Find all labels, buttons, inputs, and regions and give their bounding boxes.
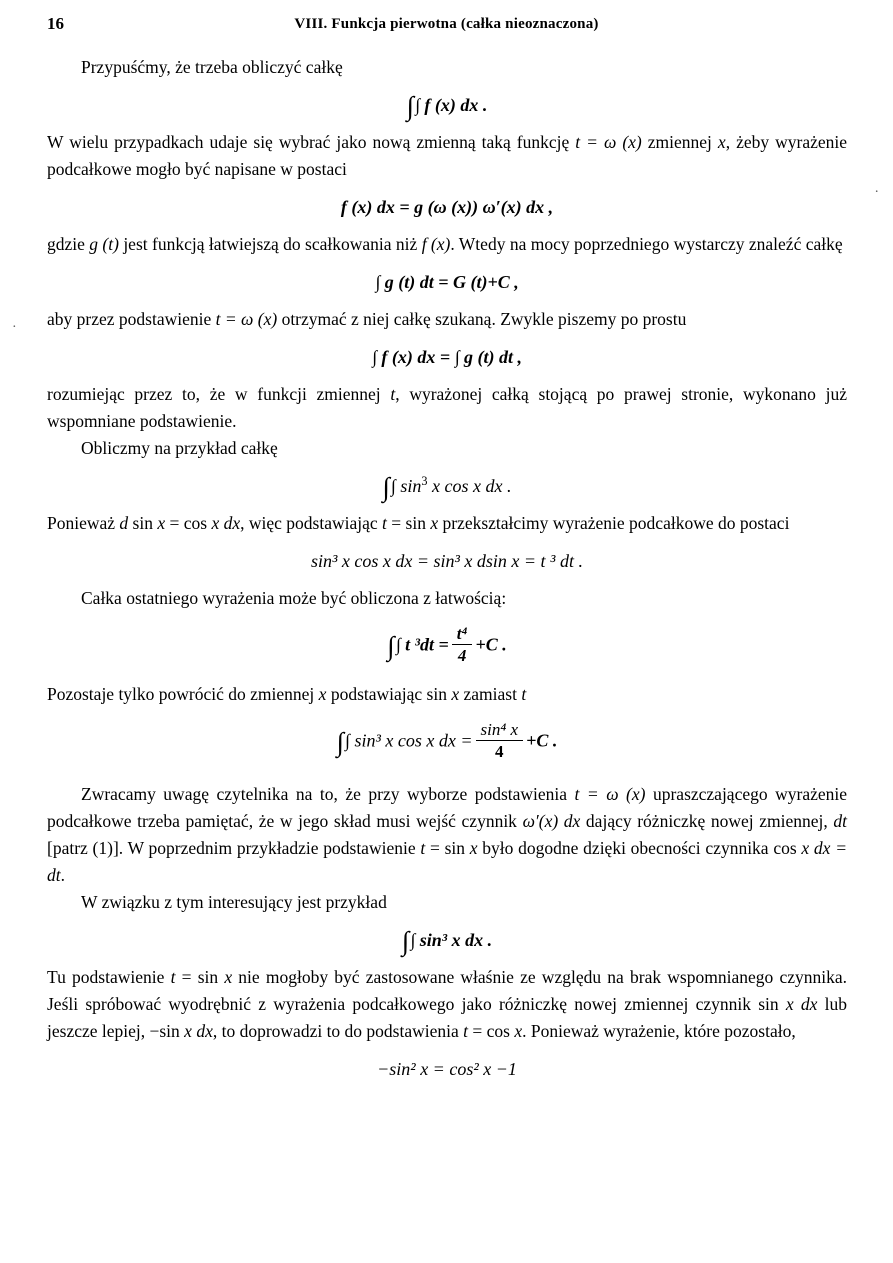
paragraph-3-e: . Wtedy na mocy poprzedniego wystarczy znaleźć całkę	[450, 234, 843, 254]
page-body	[47, 54, 847, 1093]
paragraph-3-b: g (t)	[89, 234, 119, 254]
paragraph-10-k: było dogodne dzięki obecności czynnika cos	[477, 838, 802, 858]
fraction	[452, 624, 473, 665]
equation-10	[47, 1054, 847, 1084]
paragraph-7-d: x	[157, 513, 166, 533]
equation-4	[47, 342, 847, 372]
fraction	[476, 720, 524, 761]
equation-6	[47, 546, 847, 576]
paragraph-2-a: W wielu przypadkach udaje się wybrać jako nową zmienną taką funkcję	[47, 132, 576, 152]
paragraph-9-a: Pozostaje tylko powrócić do zmiennej	[47, 684, 319, 704]
paragraph-6-text: Obliczmy na przykład całkę	[81, 438, 278, 458]
equation-7	[47, 626, 847, 667]
equation-3-text: ∫ g (t) dt = G (t)+C ,	[375, 272, 519, 292]
paragraph-12-j: t	[463, 1021, 469, 1041]
equation-5-post: x cos x dx .	[427, 476, 512, 496]
paragraph-4-a: aby przez podstawienie	[47, 309, 216, 329]
integral-sign-icon: ∫	[406, 91, 414, 121]
integral-sign-icon: ∫	[401, 926, 410, 956]
paragraph-7-j: x	[430, 513, 439, 533]
paragraph-4-c: otrzymać z niej całkę szukaną. Zwykle piszemy po prostu	[277, 309, 687, 329]
paragraph-7-e: = cos	[165, 513, 212, 533]
equation-10-text: −sin² x = cos² x −1	[377, 1059, 517, 1079]
equation-6-text: sin³ x cos x dx = sin³ x dsin x = t ³ dt .	[311, 551, 583, 571]
paragraph-5-c: , wyrażonej całką stojącą po prawej stronie, wykonano już wspomniane podstawienie.	[47, 384, 847, 431]
paragraph-1	[47, 54, 847, 81]
paragraph-4-b: t = ω (x)	[215, 309, 278, 329]
paragraph-4	[47, 306, 847, 333]
paragraph-3	[47, 231, 847, 258]
paragraph-10	[47, 781, 847, 889]
equation-7-left: ∫ t ³dt =	[395, 634, 449, 655]
paragraph-5-b: t	[390, 384, 396, 404]
equation-5	[47, 471, 847, 501]
paragraph-12-a: Tu podstawienie	[47, 967, 171, 987]
paragraph-7-i: = sin	[386, 513, 431, 533]
page-number: 16	[47, 14, 64, 33]
paragraph-7-f: x dx	[211, 513, 241, 533]
margin-mark-left: ·	[12, 320, 17, 335]
equation-8-left: ∫ sin³ x cos x dx =	[345, 730, 473, 751]
paragraph-9-d: x	[451, 684, 460, 704]
fraction-denominator: 4	[495, 742, 504, 761]
paragraph-8-text: Całka ostatniego wyrażenia może być obliczona z łatwością:	[81, 588, 507, 608]
paragraph-3-c: jest funkcją łatwiejszą do scałkowania niż	[118, 234, 422, 254]
paragraph-12-l: x	[514, 1021, 523, 1041]
paragraph-10-j: x	[469, 838, 478, 858]
paragraph-7-c: sin	[128, 513, 158, 533]
paragraph-12-g: lub jeszcze lepiej, −sin	[47, 994, 847, 1041]
paragraph-2-d: x	[717, 132, 726, 152]
integral-sign-icon: ∫	[382, 472, 390, 502]
paragraph-7-b: d	[119, 513, 129, 533]
paragraph-10-i: = sin	[425, 838, 470, 858]
equation-7-right: +C .	[475, 634, 507, 655]
paragraph-1-text: Przypuśćmy, że trzeba obliczyć całkę	[81, 57, 343, 77]
paragraph-12-f: x dx	[785, 994, 818, 1014]
paragraph-9-c: podstawiając sin	[326, 684, 452, 704]
paragraph-12	[47, 964, 847, 1045]
paragraph-2	[47, 129, 847, 183]
paragraph-5	[47, 381, 847, 435]
equation-9	[47, 925, 847, 955]
paragraph-12-k: = cos	[468, 1021, 515, 1041]
paragraph-10-l: x dx = dt	[47, 838, 847, 885]
page-header	[0, 14, 893, 38]
paragraph-7-a: Ponieważ	[47, 513, 120, 533]
integral-sign-icon: ∫	[336, 726, 345, 757]
paragraph-7-h: t	[382, 513, 387, 533]
equation-2	[47, 192, 847, 222]
equation-8	[47, 722, 847, 763]
running-head: VIII. Funkcja pierwotna (całka nieoznaczona)	[294, 16, 599, 32]
paragraph-12-m: . Ponieważ wyrażenie, które pozostało,	[522, 1021, 796, 1041]
paragraph-11-text: W związku z tym interesujący jest przykład	[81, 892, 387, 912]
equation-3	[47, 267, 847, 297]
paragraph-12-d: x	[224, 967, 233, 987]
paragraph-10-g: [patrz (1)]. W poprzednim przykładzie podstawienie	[47, 838, 421, 858]
equation-4-text: ∫ f (x) dx = ∫ g (t) dt ,	[371, 347, 523, 367]
paragraph-9	[47, 681, 847, 708]
paragraph-2-c: zmiennej	[641, 132, 718, 152]
paragraph-10-m: .	[60, 865, 65, 885]
paragraph-12-h: x dx	[184, 1021, 213, 1041]
equation-5-pre: ∫ sin	[390, 476, 422, 496]
paragraph-10-h: t	[420, 838, 426, 858]
equation-1	[47, 90, 847, 120]
paragraph-12-i: , to doprowadzi to do podstawienia	[212, 1021, 464, 1041]
paragraph-3-d: f (x)	[421, 234, 451, 254]
paragraph-10-e: dający różniczkę nowej zmiennej,	[580, 811, 834, 831]
paragraph-5-a: rozumiejąc przez to, że w funkcji zmiennej	[47, 384, 391, 404]
margin-mark-right: ·	[874, 185, 879, 200]
fraction-numerator: sin⁴ x	[476, 720, 524, 741]
paragraph-9-b: x	[318, 684, 327, 704]
equation-1-text: ∫ f (x) dx .	[414, 95, 488, 115]
paragraph-10-a: Zwracamy uwagę czytelnika na to, że przy wyborze podstawienia	[81, 784, 575, 804]
paragraph-7-k: przekształcimy wyrażenie podcałkowe do postaci	[438, 513, 790, 533]
equation-8-right: +C .	[526, 730, 558, 751]
paragraph-7	[47, 510, 847, 537]
paragraph-7-g: , więc podstawiając	[240, 513, 383, 533]
paragraph-9-f: t	[521, 684, 527, 704]
paragraph-2-e: , żeby wyrażenie podcałkowe mogło być napisane w postaci	[47, 132, 848, 179]
fraction-denominator: 4	[457, 646, 467, 665]
fraction-numerator: t⁴	[452, 624, 473, 645]
paragraph-12-e: nie mogłoby być zastosowane właśnie ze względu na brak wspomnianego czynnika. Jeśli spróbować wyodrębnić z wyrażenia podcałkowego jako różniczkę nowej zmiennej czynnik sin	[47, 967, 847, 1014]
equation-9-text: ∫ sin³ x dx .	[410, 930, 493, 950]
paragraph-12-b: t	[170, 967, 176, 987]
paragraph-10-b: t = ω (x)	[574, 784, 646, 804]
paragraph-8	[47, 585, 847, 612]
paragraph-9-e: zamiast	[459, 684, 522, 704]
paragraph-2-b: t = ω (x)	[575, 132, 642, 152]
paragraph-10-f: dt	[833, 811, 847, 831]
integral-sign-icon: ∫	[387, 630, 395, 661]
equation-5-sup: 3	[421, 474, 428, 488]
equation-2-text: f (x) dx = g (ω (x)) ω′(x) dx ,	[340, 197, 554, 217]
paragraph-10-d: ω′(x) dx	[522, 811, 581, 831]
paragraph-6	[47, 435, 847, 462]
paragraph-3-a: gdzie	[47, 234, 90, 254]
paragraph-12-c: = sin	[175, 967, 225, 987]
paragraph-10-c: upraszczającego wyrażenie podcałkowe trzeba pamiętać, że w jego skład musi wejść czynnik	[47, 784, 848, 831]
paragraph-11	[47, 889, 847, 916]
